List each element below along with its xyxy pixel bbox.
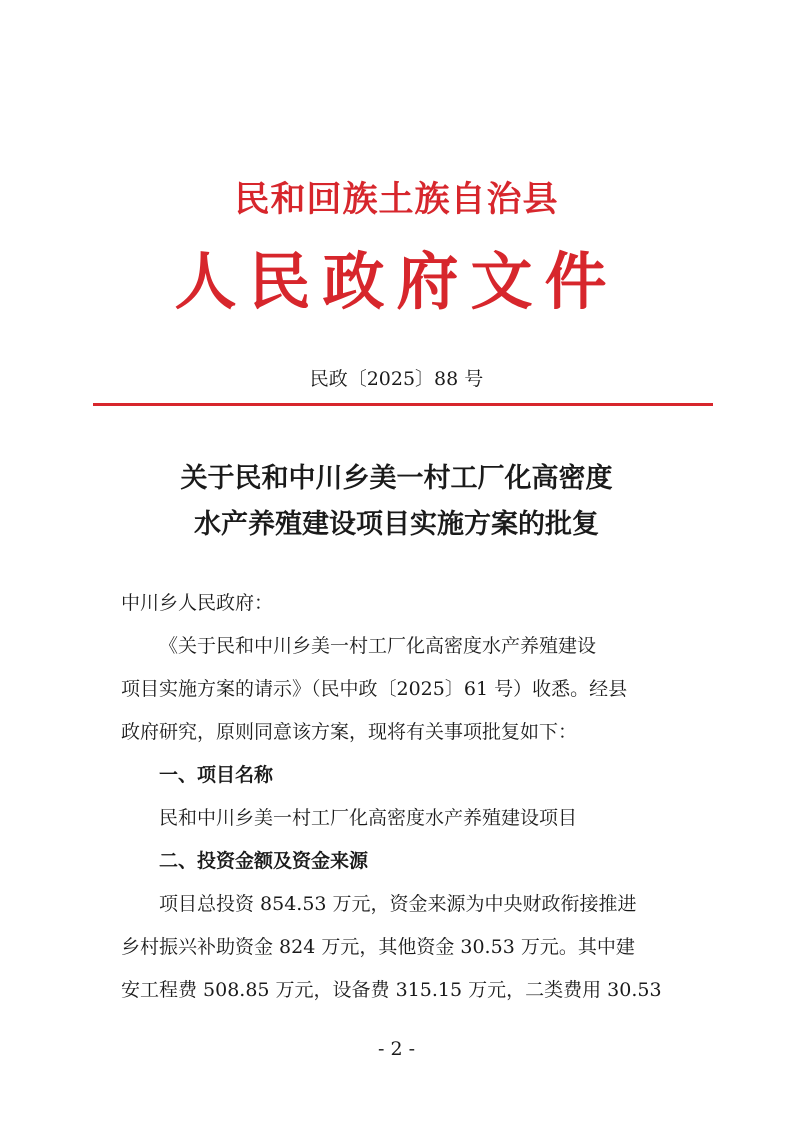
- document-title: [0, 456, 793, 548]
- page-number: - 2 -: [377, 1038, 415, 1060]
- title-line-1: 关于民和中川乡美一村工厂化高密度: [180, 463, 613, 494]
- paragraph-line: 乡村振兴补助资金 824 万元，其他资金 30.53 万元。其中建: [121, 936, 635, 958]
- section-heading: 二、投资金额及资金来源: [159, 850, 369, 872]
- issuer-document-heading: 人民政府文件: [174, 245, 619, 318]
- paragraph-line: 政府研究，原则同意该方案，现将有关事项批复如下：: [121, 721, 578, 743]
- document-body: [121, 582, 681, 1012]
- section-heading: 一、项目名称: [159, 764, 274, 786]
- title-line-2: 水产养殖建设项目实施方案的批复: [194, 509, 599, 540]
- paragraph-line: 安工程费 508.85 万元，设备费 315.15 万元，二类费用 30.53: [121, 979, 662, 1001]
- paragraph-line: 项目实施方案的请示》（民中政〔2025〕61 号）收悉。经县: [121, 678, 628, 700]
- addressee: 中川乡人民政府：: [121, 592, 274, 614]
- red-divider-line: [93, 403, 713, 406]
- document-number: 民政〔2025〕88 号: [309, 368, 484, 390]
- issuer-name: 民和回族土族自治县: [234, 179, 559, 220]
- paragraph-line: 项目总投资 854.53 万元，资金来源为中央财政衔接推进: [159, 893, 637, 915]
- project-name: 民和中川乡美一村工厂化高密度水产养殖建设项目: [159, 807, 578, 829]
- paragraph-line: 《关于民和中川乡美一村工厂化高密度水产养殖建设: [159, 635, 597, 657]
